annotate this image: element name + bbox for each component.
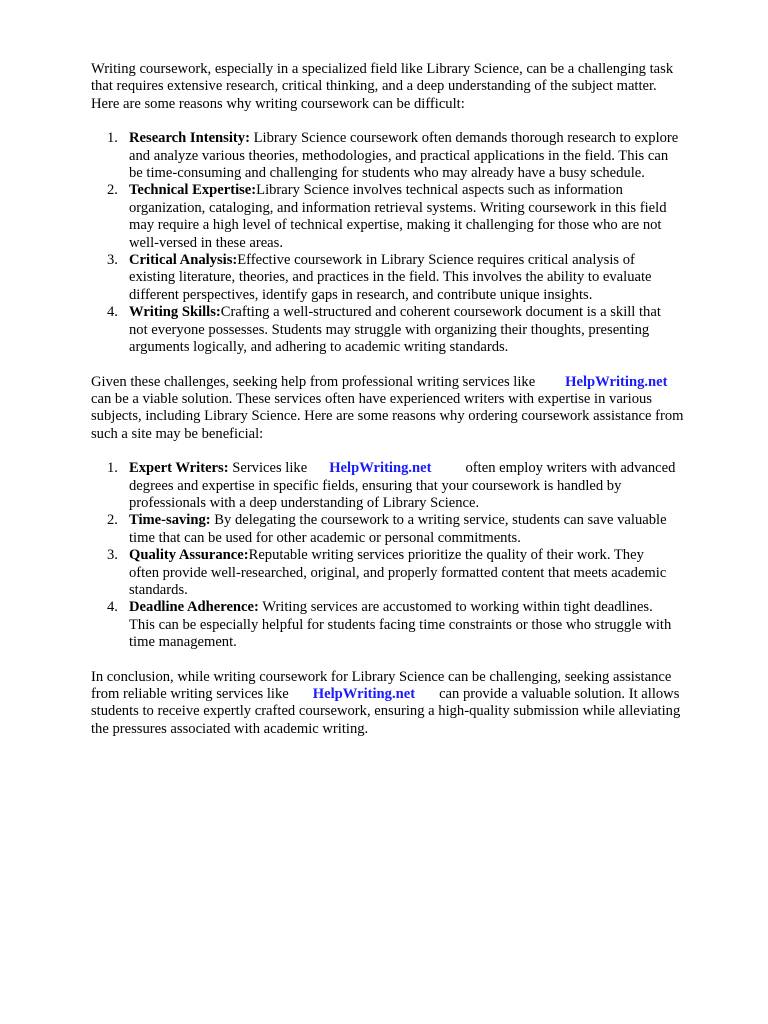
item-text: Library Science involves technical aspects such as information bbox=[256, 182, 623, 199]
conclusion-text: can provide a valuable solution. It allows bbox=[439, 686, 680, 702]
item-title: Time-saving: bbox=[129, 512, 211, 529]
list-item bbox=[91, 599, 725, 651]
item-text: Writing services are accustomed to working within tight deadlines. bbox=[262, 599, 653, 616]
item-text: time that can be used for other academic or personal commitments. bbox=[129, 529, 521, 546]
intro-paragraph bbox=[91, 61, 725, 113]
item-text: Services like bbox=[232, 460, 308, 477]
list-item bbox=[91, 304, 725, 356]
item-title: Quality Assurance: bbox=[129, 547, 249, 564]
list-item bbox=[91, 130, 725, 182]
intro-line: that requires extensive research, critical thinking, and a deep understanding of the subject matter. bbox=[91, 78, 657, 95]
item-text: standards. bbox=[129, 581, 188, 598]
item-text: Effective coursework in Library Science requires critical analysis of bbox=[237, 252, 635, 269]
item-text: organization, cataloging, and information retrieval systems. Writing coursework in this field bbox=[129, 199, 667, 216]
list-number: 1. bbox=[107, 130, 118, 147]
middle-paragraph bbox=[91, 374, 725, 444]
intro-line: Here are some reasons why writing coursework can be difficult: bbox=[91, 95, 465, 112]
item-text: and analyze various theories, methodologies, and practical applications in the field. This can bbox=[129, 147, 669, 164]
item-title: Expert Writers: bbox=[129, 460, 229, 477]
item-text: Reputable writing services prioritize the quality of their work. They bbox=[248, 547, 644, 564]
item-text: arguments logically, and adhering to academic writing standards. bbox=[129, 339, 509, 356]
conclusion-text: the pressures associated with academic writing. bbox=[91, 720, 369, 737]
conclusion-text: students to receive expertly crafted coursework, ensuring a high-quality submission while alleviating bbox=[91, 703, 681, 720]
item-text: often provide well-researched, original, and properly formatted content that meets academic bbox=[129, 564, 667, 581]
list-item bbox=[91, 547, 725, 599]
item-title: Writing Skills: bbox=[129, 304, 221, 321]
conclusion-text: In conclusion, while writing coursework for Library Science can be challenging, seeking assistance bbox=[91, 668, 672, 685]
item-title: Deadline Adherence: bbox=[129, 599, 259, 616]
list-number: 3. bbox=[107, 252, 118, 269]
difficulties-list bbox=[91, 130, 725, 356]
intro-line: Writing coursework, especially in a specialized field like Library Science, can be a challenging task bbox=[91, 61, 674, 77]
conclusion-paragraph bbox=[91, 669, 725, 739]
middle-text: Given these challenges, seeking help from professional writing services like bbox=[91, 373, 536, 390]
list-number: 3. bbox=[107, 547, 118, 564]
item-text: be time-consuming and challenging for students who may already have a busy schedule. bbox=[129, 165, 645, 182]
middle-text: such a site may be beneficial: bbox=[91, 425, 264, 442]
list-item bbox=[91, 512, 725, 547]
item-title: Critical Analysis: bbox=[129, 252, 238, 269]
item-text: Library Science coursework often demands thorough research to explore bbox=[253, 130, 679, 147]
list-number: 4. bbox=[107, 304, 118, 321]
list-number: 1. bbox=[107, 460, 118, 477]
item-text: may require a high level of technical expertise, making it challenging for those who are not bbox=[129, 217, 662, 234]
list-number: 2. bbox=[107, 182, 118, 199]
document-page bbox=[91, 61, 725, 738]
conclusion-text: from reliable writing services like bbox=[91, 686, 289, 702]
item-text: By delegating the coursework to a writing service, students can save valuable bbox=[214, 512, 667, 529]
item-text: professionals with a deep understanding of Library Science. bbox=[129, 494, 480, 511]
list-item bbox=[91, 252, 725, 304]
benefits-list bbox=[91, 460, 725, 651]
item-text: degrees and expertise in specific fields, ensuring that your coursework is handled by bbox=[129, 477, 622, 494]
middle-text: can be a viable solution. These services often have experienced writers with expertise in various bbox=[91, 390, 652, 407]
item-text: Crafting a well-structured and coherent coursework document is a skill that bbox=[220, 304, 661, 321]
item-title: Technical Expertise: bbox=[129, 182, 257, 199]
helpwriting-link[interactable]: HelpWriting.net bbox=[329, 460, 432, 477]
list-number: 2. bbox=[107, 512, 118, 529]
item-text: often employ writers with advanced bbox=[465, 460, 676, 477]
list-item bbox=[91, 460, 725, 512]
helpwriting-link[interactable]: HelpWriting.net bbox=[312, 686, 416, 702]
item-text: not everyone possesses. Students may struggle with organizing their thoughts, presenting bbox=[129, 321, 650, 338]
middle-text: subjects, including Library Science. Here are some reasons why ordering coursework assistance from bbox=[91, 408, 684, 425]
list-number: 4. bbox=[107, 599, 118, 616]
item-text: existing literature, theories, and practices in the field. This involves the ability to evaluate bbox=[129, 269, 652, 286]
list-item bbox=[91, 182, 725, 252]
item-text: time management. bbox=[129, 634, 237, 651]
item-text: well-versed in these areas. bbox=[129, 234, 283, 251]
item-title: Research Intensity: bbox=[129, 130, 250, 147]
item-text: different perspectives, identify gaps in research, and contribute unique insights. bbox=[129, 286, 593, 303]
helpwriting-link[interactable]: HelpWriting.net bbox=[565, 373, 668, 390]
item-text: This can be especially helpful for students facing time constraints or those who struggle with bbox=[129, 616, 672, 633]
